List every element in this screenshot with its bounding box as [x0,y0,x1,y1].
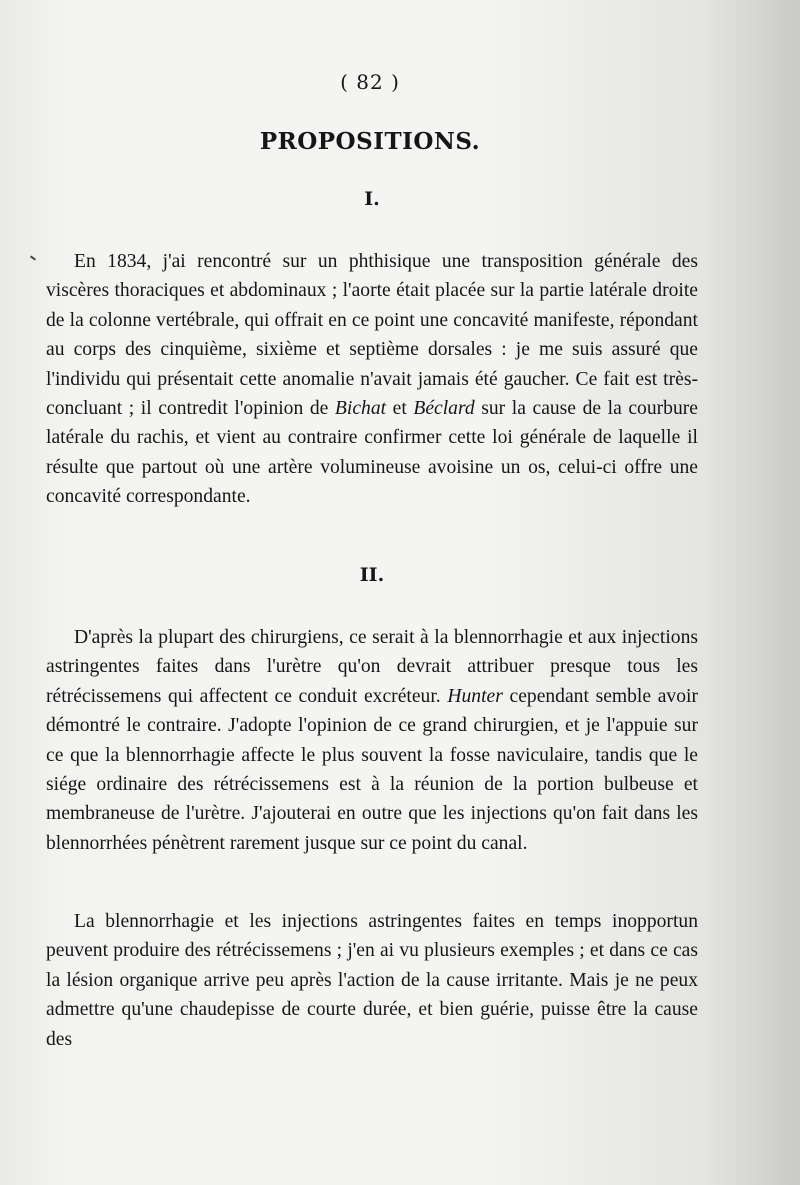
paragraph-text: cependant semble avoir démontré le contraire. J'adopte l'opinion de ce grand chirurgien, et je l'appuie sur ce que la blennorrhagie affecte le plus souvent la fosse naviculaire, tandis que le siége ordinaire des rétrécissemens est à la réunion de la portion bulbeuse et membraneuse de l'urètre. J'ajouterai en outre que les injections qu'on fait dans les blennorrhées pénètrent rarement jusque sur ce point du canal. [46,685,698,854]
author-name: Hunter [447,685,503,707]
paragraph-2 [46,623,698,858]
section-numeral-1: I. [364,188,380,210]
paragraph-text: et [386,398,414,420]
author-name: Bichat [334,398,387,420]
section-numeral-2: II. [359,564,385,586]
margin-mark [30,255,36,260]
paragraph-text: En 1834, j'ai rencontré sur un phthisique une transposition générale des viscères thoraciques et abdominaux ; l'aorte était placée sur la partie latérale droite de la colonne vertébrale, qui offrait en ce point une concavité manifeste, répondant au corps des cinquième, sixième et septième dorsales : je me suis assuré que l'individu qui présentait cette anomalie n'avait jamais été gaucher. Ce fait est très-concluant ; il contredit l'opinion de [46,251,698,420]
paragraph-text: sur la cause de la courbure latérale du rachis, et vient au contraire confirmer cette loi générale de laquelle il résulte que partout où une artère volumineuse avoisine un os, celui-ci offre une concavité correspondante. [46,398,698,508]
page-title: PROPOSITIONS. [259,128,481,155]
paragraph-1 [46,247,698,512]
page-number: ( 82 ) [340,70,400,94]
paragraph-text: La blennorrhagie et les injections astringentes faites en temps inopportun peuvent produire des rétrécissemens ; j'en ai vu plusieurs exemples ; et dans ce cas la lésion organique arrive peu après l'action de la cause irritante. Mais je ne peux admettre qu'une chaudepisse de courte durée, et bien guérie, puisse être la cause des [46,911,698,1050]
author-name: Béclard [413,398,475,420]
paragraph-3 [46,907,698,1054]
paragraph-text: D'après la plupart des chirurgiens, ce serait à la blennorrhagie et aux injections astringentes faites dans l'urètre qu'on devrait attribuer presque tous les rétrécissemens qui affectent ce conduit excréteur. [46,627,698,707]
